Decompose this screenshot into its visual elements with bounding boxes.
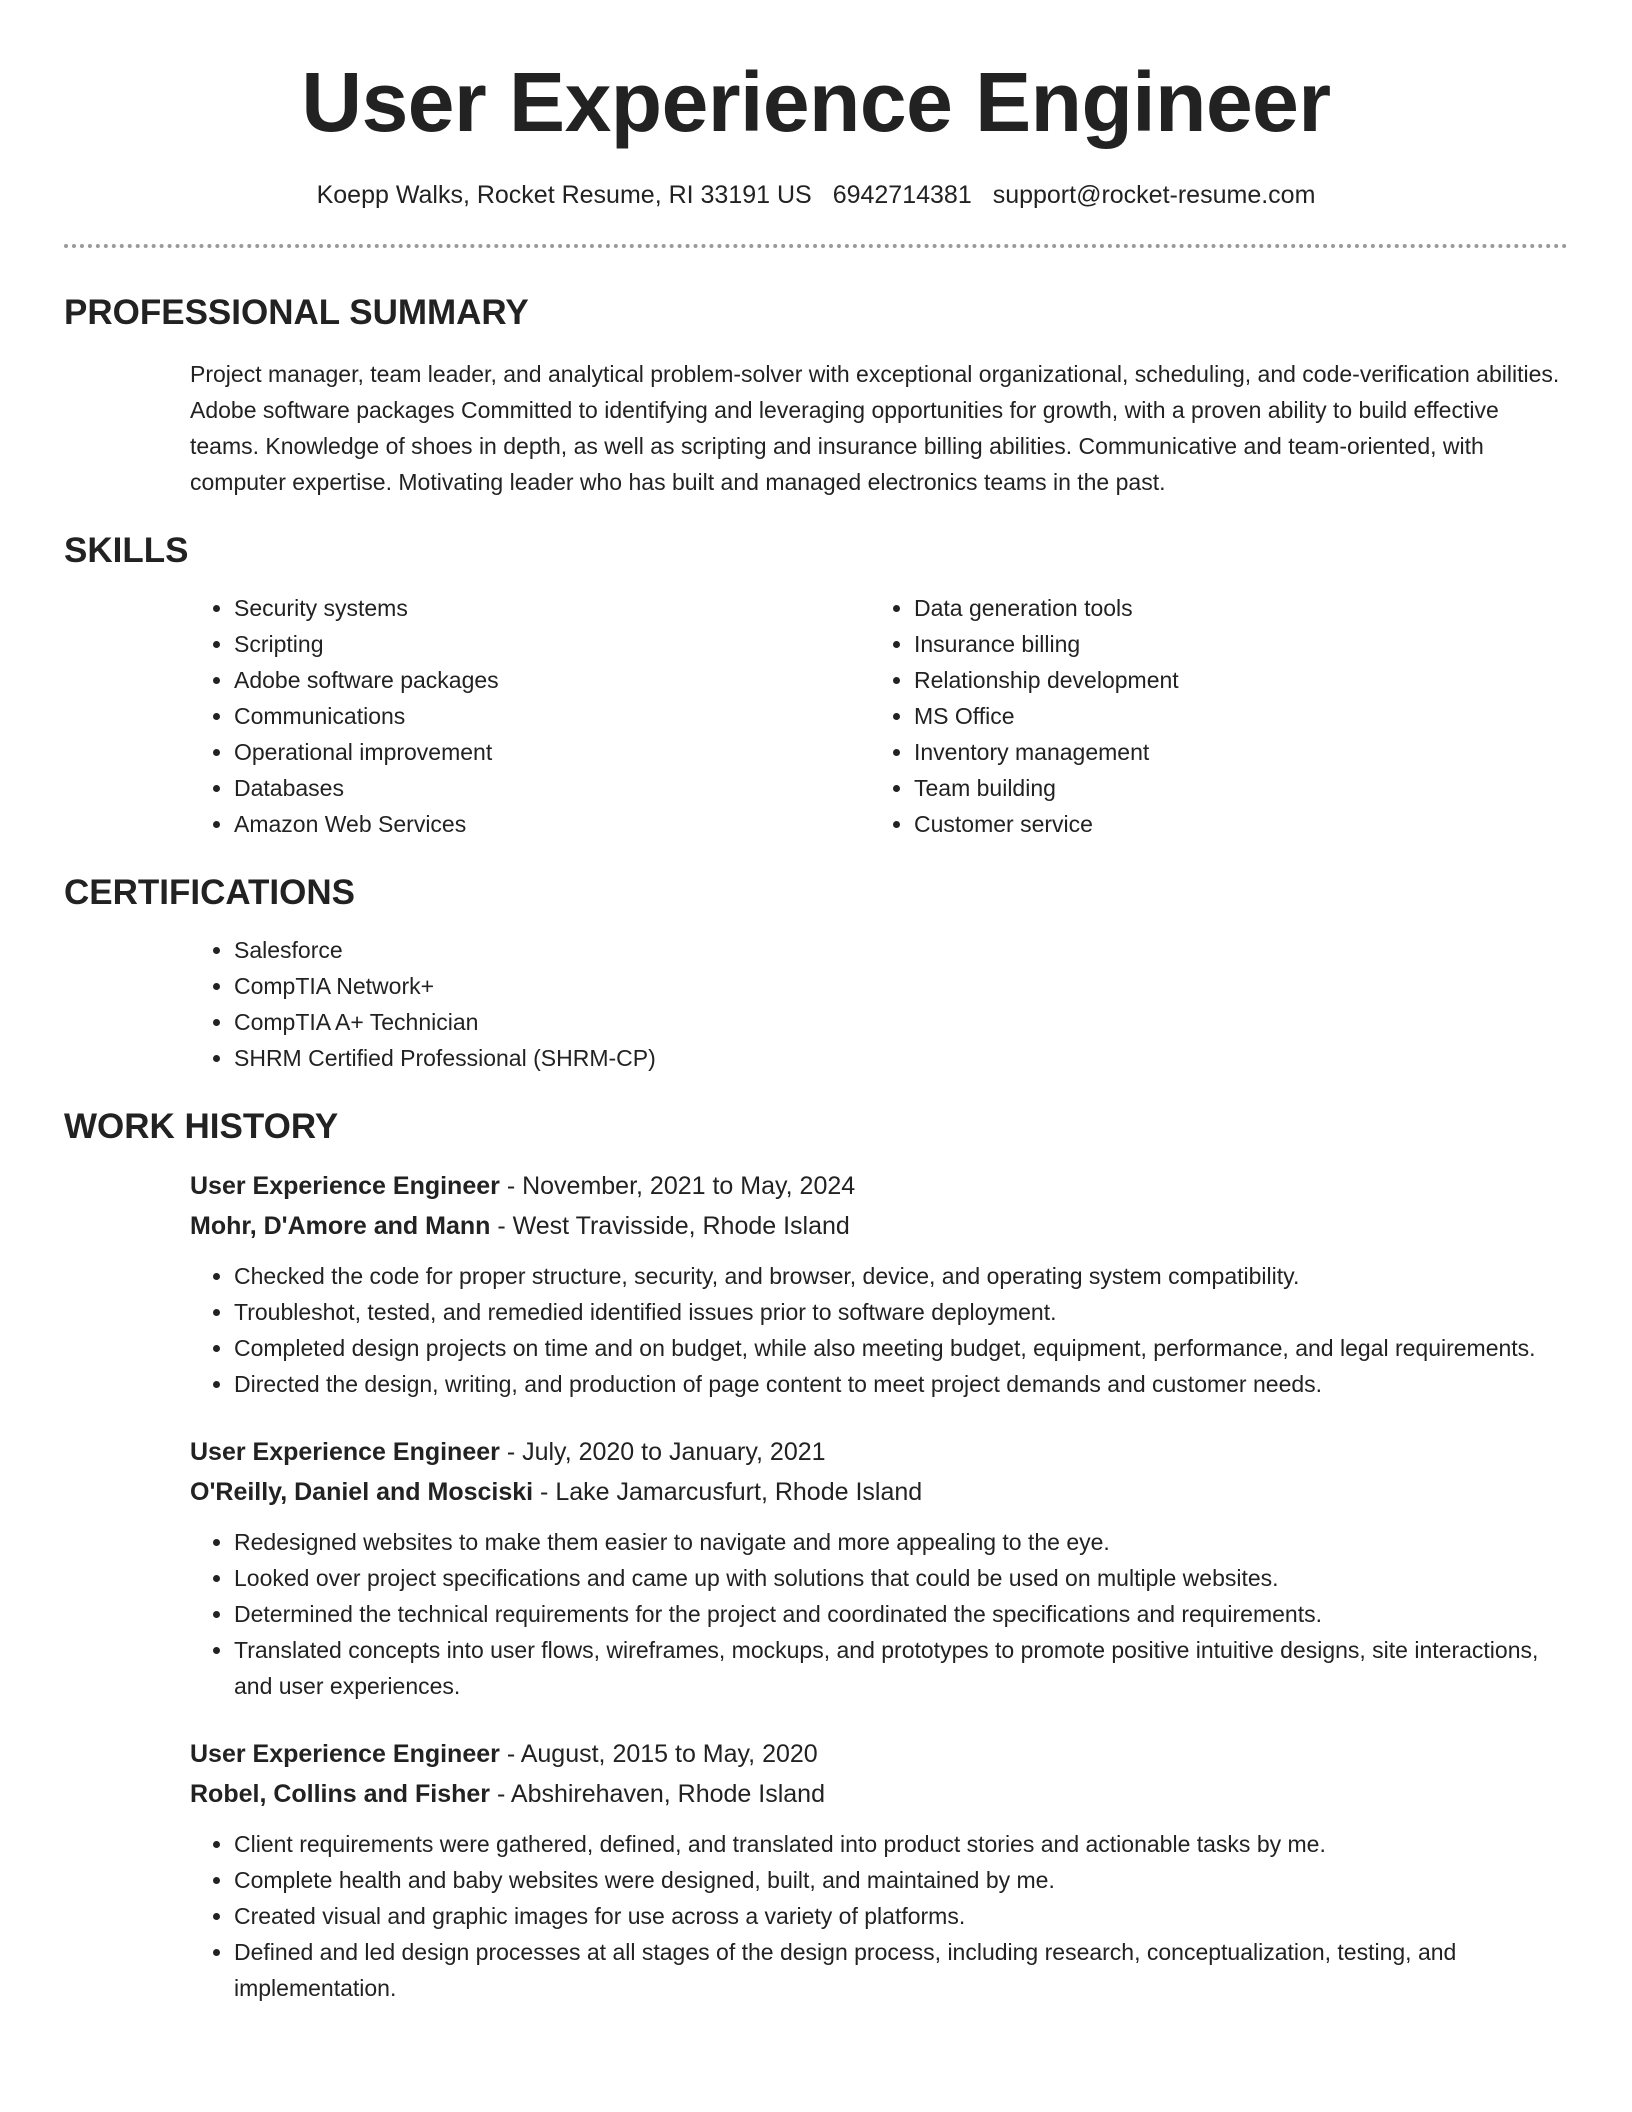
- resume-name: User Experience Engineer: [301, 55, 1331, 149]
- certification-item: • CompTIA A+ Technician: [234, 1004, 1568, 1040]
- job-bullets: [190, 1524, 1568, 1704]
- section-title-skills: SKILLS: [64, 531, 189, 570]
- contact-email[interactable]: support@rocket-resume.com: [992, 181, 1316, 209]
- job-role: User Experience Engineer: [190, 1740, 500, 1768]
- resume-page: [64, 0, 1568, 2006]
- job-location: Abshirehaven, Rhode Island: [510, 1780, 825, 1808]
- job-company-line: O'Reilly, Daniel and Mosciski - Lake Jamarcusfurt, Rhode Island: [190, 1478, 923, 1506]
- job-bullet: • Checked the code for proper structure, security, and browser, device, and operating system compatibility.: [234, 1258, 1568, 1294]
- contact-phone: 6942714381: [832, 181, 972, 209]
- job-bullet: • Complete health and baby websites were designed, built, and maintained by me.: [234, 1862, 1568, 1898]
- header-divider: [64, 244, 1568, 248]
- skill-item: • Amazon Web Services: [234, 806, 870, 842]
- skill-item: • Communications: [234, 698, 870, 734]
- job-location: Lake Jamarcusfurt, Rhode Island: [555, 1478, 923, 1506]
- job-bullet: • Translated concepts into user flows, wireframes, mockups, and prototypes to promote positive intuitive designs, site interactions, and user experiences.: [234, 1632, 1568, 1704]
- certification-item: • CompTIA Network+: [234, 968, 1568, 1004]
- skills-column-left: [190, 590, 870, 842]
- skill-item: • Inventory management: [914, 734, 1550, 770]
- skill-item: • Insurance billing: [914, 626, 1550, 662]
- skill-item: • Customer service: [914, 806, 1550, 842]
- job-role: User Experience Engineer: [190, 1172, 500, 1200]
- job-bullet: • Troubleshot, tested, and remedied identified issues prior to software deployment.: [234, 1294, 1568, 1330]
- skill-item: • Data generation tools: [914, 590, 1550, 626]
- skills-column-right: [870, 590, 1550, 842]
- job-dates: July, 2020 to January, 2021: [522, 1438, 826, 1466]
- certification-item: • SHRM Certified Professional (SHRM-CP): [234, 1040, 1568, 1076]
- job-bullet: • Created visual and graphic images for use across a variety of platforms.: [234, 1898, 1568, 1934]
- job-location: West Travisside, Rhode Island: [512, 1212, 850, 1240]
- job-role: User Experience Engineer: [190, 1438, 500, 1466]
- job-company-line: Mohr, D'Amore and Mann - West Travisside, Rhode Island: [190, 1212, 850, 1240]
- job-entry: [64, 1166, 1568, 1402]
- section-title-summary: PROFESSIONAL SUMMARY: [64, 293, 529, 332]
- job-dates: August, 2015 to May, 2020: [520, 1740, 818, 1768]
- certifications-list: [190, 932, 1568, 1076]
- skills-list: [190, 590, 1568, 842]
- contact-line: [64, 178, 1568, 212]
- job-bullet: • Directed the design, writing, and production of page content to meet project demands and customer needs.: [234, 1366, 1568, 1402]
- summary-text: Project manager, team leader, and analytical problem-solver with exceptional organizational, scheduling, and code-verification abilities. Adobe software packages Committed to identifying and leveraging opportunities for growth, with a proven ability to build effective teams. Knowledge of shoes in depth, as well as scripting and insurance billing abilities. Communicative and team-oriented, with computer expertise. Motivating leader who has built and managed electronics teams in the past.: [190, 361, 1560, 495]
- job-bullet: • Defined and led design processes at all stages of the design process, including research, conceptualization, testing, and implementation.: [234, 1934, 1568, 2006]
- job-bullet: • Determined the technical requirements for the project and coordinated the specifications and requirements.: [234, 1596, 1568, 1632]
- job-dates: November, 2021 to May, 2024: [522, 1172, 856, 1200]
- job-entry: [64, 1734, 1568, 2006]
- skill-item: • MS Office: [914, 698, 1550, 734]
- section-title-work-history: WORK HISTORY: [64, 1107, 339, 1146]
- job-bullet: • Completed design projects on time and on budget, while also meeting budget, equipment, performance, and legal requirements.: [234, 1330, 1568, 1366]
- job-company: O'Reilly, Daniel and Mosciski: [190, 1478, 534, 1506]
- job-entry: [64, 1432, 1568, 1704]
- skill-item: • Adobe software packages: [234, 662, 870, 698]
- job-company: Robel, Collins and Fisher: [190, 1780, 491, 1808]
- certification-item: • Salesforce: [234, 932, 1568, 968]
- skill-item: • Operational improvement: [234, 734, 870, 770]
- contact-address: Koepp Walks, Rocket Resume, RI 33191 US: [316, 181, 812, 209]
- skill-item: • Databases: [234, 770, 870, 806]
- job-bullet: • Client requirements were gathered, defined, and translated into product stories and actionable tasks by me.: [234, 1826, 1568, 1862]
- job-company: Mohr, D'Amore and Mann: [190, 1212, 491, 1240]
- section-title-certifications: CERTIFICATIONS: [64, 873, 356, 912]
- job-bullet: • Redesigned websites to make them easier to navigate and more appealing to the eye.: [234, 1524, 1568, 1560]
- job-bullets: [190, 1258, 1568, 1402]
- job-role-line: User Experience Engineer - August, 2015 to May, 2020: [190, 1740, 818, 1768]
- job-role-line: User Experience Engineer - July, 2020 to January, 2021: [190, 1438, 826, 1466]
- job-bullets: [190, 1826, 1568, 2006]
- job-bullet: • Looked over project specifications and came up with solutions that could be used on multiple websites.: [234, 1560, 1568, 1596]
- skill-item: • Scripting: [234, 626, 870, 662]
- skill-item: • Relationship development: [914, 662, 1550, 698]
- skill-item: • Team building: [914, 770, 1550, 806]
- job-role-line: User Experience Engineer - November, 2021 to May, 2024: [190, 1172, 856, 1200]
- job-company-line: Robel, Collins and Fisher - Abshirehaven, Rhode Island: [190, 1780, 825, 1808]
- skill-item: • Security systems: [234, 590, 870, 626]
